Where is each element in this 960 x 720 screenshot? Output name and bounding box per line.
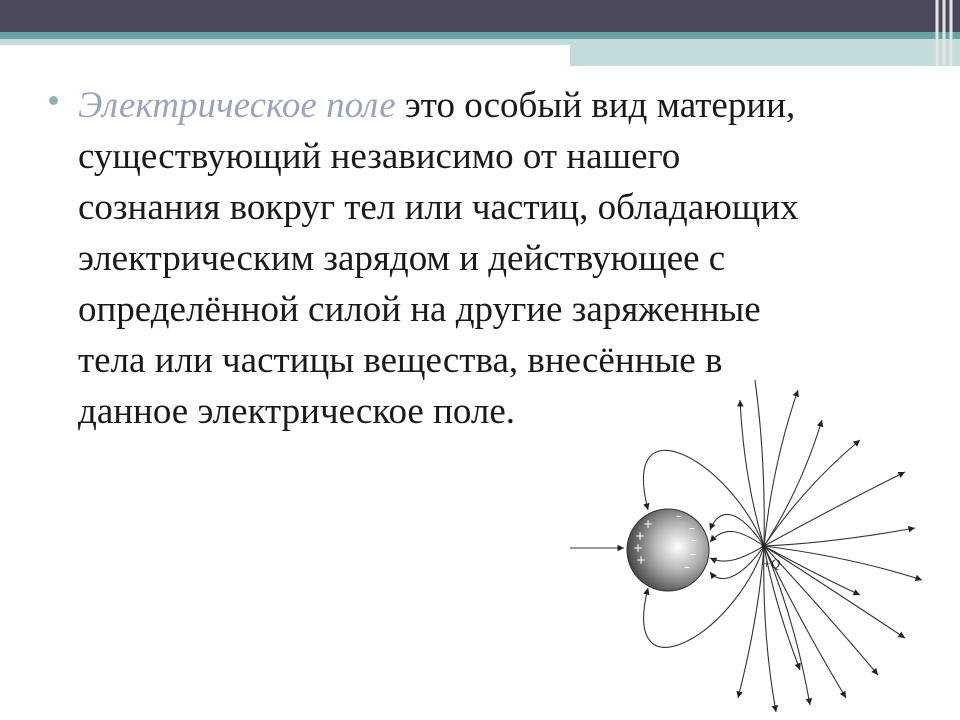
field-line (740, 400, 764, 546)
field-line (764, 420, 822, 546)
text-line-2: существующий независимо от нашего (78, 136, 681, 177)
field-line (710, 546, 764, 561)
field-lines (570, 380, 922, 712)
plus-sign: + (636, 553, 647, 567)
field-line (710, 531, 764, 546)
minus-sign: – (684, 560, 690, 574)
minus-sign: – (691, 533, 697, 547)
point-charge-label: +Q (762, 556, 781, 571)
field-line (764, 528, 915, 546)
definition-term: Электрическое поле (78, 85, 396, 126)
plus-sign: + (635, 529, 646, 543)
plus-sign: + (643, 517, 654, 531)
plus-sign: + (633, 541, 644, 555)
text-line-1: это особый вид материи, (395, 85, 796, 126)
text-line-4: электрическим зарядом и действующее с (78, 238, 726, 279)
bullet-icon (49, 96, 58, 105)
text-line-3: сознания вокруг тел или частиц, обладающих (78, 187, 799, 228)
field-line (764, 440, 860, 546)
field-line (738, 546, 764, 698)
electric-field-diagram (560, 380, 960, 720)
accent-stripe (0, 32, 960, 39)
point-charge (762, 544, 767, 549)
text-line-5: определённой силой на другие заряженные (78, 289, 761, 330)
decorative-corner-lines (925, 0, 960, 66)
text-line-6: тела или частицы вещества, внесённые в (78, 340, 723, 381)
title-bar (0, 0, 960, 32)
minus-sign: – (690, 547, 696, 561)
text-line-7: данное электрическое поле. (78, 391, 516, 432)
accent-block (570, 39, 960, 66)
field-line (764, 546, 922, 580)
field-line (752, 380, 764, 546)
minus-sign: – (689, 521, 695, 535)
minus-sign: – (676, 509, 682, 523)
